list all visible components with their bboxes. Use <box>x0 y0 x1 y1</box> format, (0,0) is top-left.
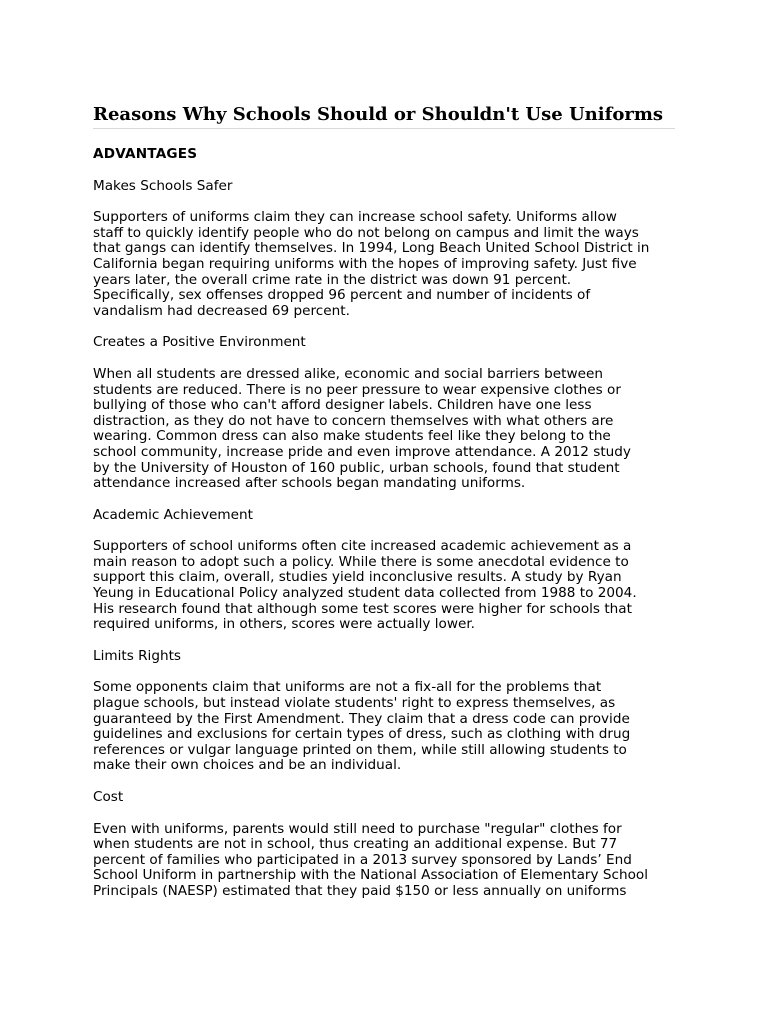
sub-heading: Academic Achievement <box>93 506 253 523</box>
paragraph-line: Supporters of school uniforms often cite increased academic achievement as a <box>93 538 632 555</box>
paragraph-line: bullying of those who can't afford designer labels. Children have one less <box>93 397 592 414</box>
paragraph-line: that gangs can identify themselves. In 1994, Long Beach United School District in <box>93 240 650 257</box>
paragraph <box>93 680 675 774</box>
paragraph-line: Supporters of uniforms claim they can increase school safety. Uniforms allow <box>93 209 617 226</box>
paragraph-line: percent of families who participated in a 2013 survey sponsored by Lands’ End <box>93 851 632 868</box>
paragraph-line: required uniforms, in others, scores were actually lower. <box>93 616 475 633</box>
paragraph-line: school community, increase pride and even improve attendance. A 2012 study <box>93 443 631 460</box>
paragraph-line: His research found that although some test scores were higher for schools that <box>93 600 632 617</box>
paragraph-line: wearing. Common dress can also make students feel like they belong to the <box>93 428 611 445</box>
paragraph-line: School Uniform in partnership with the National Association of Elementary School <box>93 867 648 884</box>
sub-heading: Limits Rights <box>93 647 181 664</box>
paragraph-line: Some opponents claim that uniforms are not a fix-all for the problems that <box>93 679 602 696</box>
paragraph-line: attendance increased after schools began mandating uniforms. <box>93 475 526 492</box>
paragraph-line: staff to quickly identify people who do not belong on campus and limit the ways <box>93 224 639 241</box>
paragraph <box>93 367 675 492</box>
paragraph <box>93 539 675 633</box>
paragraph-line: Yeung in Educational Policy analyzed student data collected from 1988 to 2004. <box>93 585 637 602</box>
paragraph-line: Even with uniforms, parents would still need to purchase "regular" clothes for <box>93 820 622 837</box>
paragraph-line: guaranteed by the First Amendment. They claim that a dress code can provide <box>93 710 630 727</box>
paragraph-line: students are reduced. There is no peer pressure to wear expensive clothes or <box>93 381 621 398</box>
paragraph <box>93 210 675 319</box>
paragraph-line: plague schools, but instead violate students' right to express themselves, as <box>93 695 616 712</box>
paragraph-line: make their own choices and be an individual. <box>93 757 402 774</box>
paragraph-line: vandalism had decreased 69 percent. <box>93 302 350 319</box>
paragraph-line: When all students are dressed alike, economic and social barriers between <box>93 365 603 382</box>
paragraph <box>93 822 675 900</box>
sub-heading: Makes Schools Safer <box>93 177 233 194</box>
paragraph-line: support this claim, overall, studies yield inconclusive results. A study by Ryan <box>93 569 622 586</box>
paragraph-line: years later, the overall crime rate in the district was down 91 percent. <box>93 271 572 288</box>
paragraph-line: guidelines and exclusions for certain types of dress, such as clothing with drug <box>93 726 631 743</box>
paragraph-line: by the University of Houston of 160 public, urban schools, found that student <box>93 459 620 476</box>
document-page <box>93 103 675 900</box>
section-heading-advantages: ADVANTAGES <box>93 146 198 162</box>
paragraph-line: Principals (NAESP) estimated that they paid $150 or less annually on uniforms <box>93 882 627 899</box>
document-body <box>93 179 675 900</box>
document-title: Reasons Why Schools Should or Shouldn't Use Uniforms <box>93 103 675 129</box>
sub-heading: Cost <box>93 789 124 805</box>
paragraph-line: California began requiring uniforms with the hopes of improving safety. Just five <box>93 255 637 272</box>
paragraph-line: main reason to adopt such a policy. While there is some anecdotal evidence to <box>93 553 629 570</box>
sub-heading: Creates a Positive Environment <box>93 334 306 351</box>
paragraph-line: distraction, as they do not have to concern themselves with what others are <box>93 412 614 429</box>
paragraph-line: Specifically, sex offenses dropped 96 percent and number of incidents of <box>93 287 591 304</box>
paragraph-line: references or vulgar language printed on them, while still allowing students to <box>93 741 627 758</box>
paragraph-line: when students are not in school, thus creating an additional expense. But 77 <box>93 836 618 853</box>
